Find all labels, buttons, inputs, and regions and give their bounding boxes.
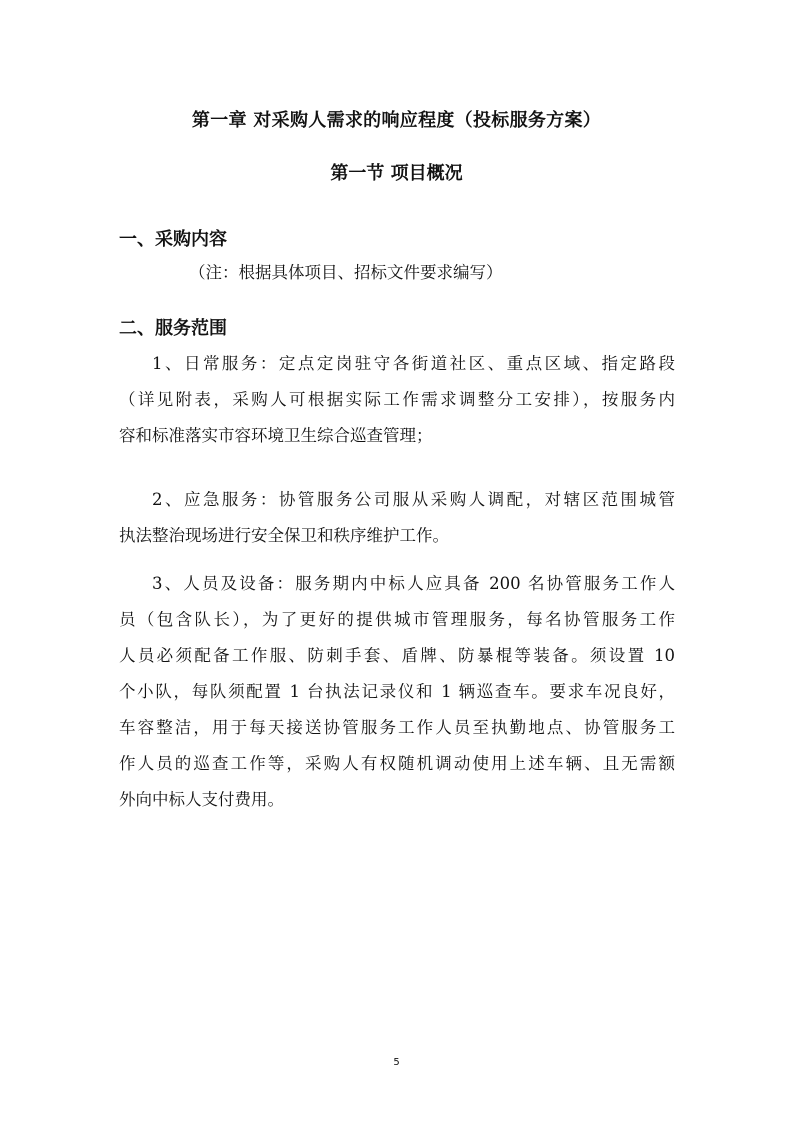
heading-procurement-content: 一、采购内容: [119, 229, 227, 250]
paragraph-line: 外向中标人支付费用。: [119, 790, 284, 809]
paragraph-line: 车容整洁，用于每天接送协管服务工作人员至执勤地点、协管服务工: [119, 718, 675, 737]
paragraph-line: 人员必须配备工作服、防刺手套、盾牌、防暴棍等装备。须设置 10: [119, 646, 675, 665]
paragraph-line: 2、应急服务：协管服务公司服从采购人调配，对辖区范围城管: [152, 490, 675, 509]
paragraph-line: 容和标准落实市容环境卫生综合巡查管理；: [119, 426, 433, 445]
paragraph-line: 1、日常服务：定点定岗驻守各街道社区、重点区域、指定路段: [152, 354, 675, 373]
paragraph-daily-service: [119, 346, 675, 454]
paragraph-line: 作人员的巡查工作等，采购人有权随机调动使用上述车辆、且无需额: [119, 754, 675, 773]
chapter-title: 第一章 对采购人需求的响应程度（投标服务方案）: [191, 110, 602, 131]
paragraph-line: 执法整治现场进行安全保卫和秩序维护工作。: [119, 526, 449, 545]
heading-service-scope: 二、服务范围: [119, 318, 227, 339]
paragraph-line: 个小队，每队须配置 1 台执法记录仪和 1 辆巡查车。要求车况良好，: [119, 682, 675, 701]
paragraph-line: 员（包含队长），为了更好的提供城市管理服务，每名协管服务工作: [119, 610, 675, 629]
paragraph-line: 3、人员及设备：服务期内中标人应具备 200 名协管服务工作人: [152, 574, 675, 593]
paragraph-line: （详见附表，采购人可根据实际工作需求调整分工安排），按服务内: [119, 390, 675, 409]
section-title: 第一节 项目概况: [330, 163, 463, 184]
paragraph-personnel-equipment: [119, 566, 675, 818]
paragraph-emergency-service: [119, 482, 675, 554]
page-number: 5: [393, 1057, 400, 1068]
procurement-note: （注：根据具体项目、招标文件要求编写）: [189, 263, 503, 282]
